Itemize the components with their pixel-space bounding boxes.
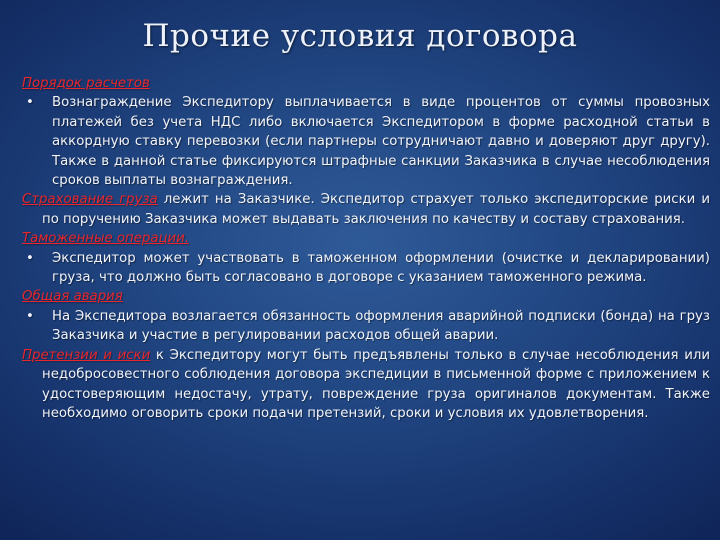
payment-bullet xyxy=(22,93,710,190)
claims-paragraph xyxy=(22,346,710,424)
slide-content xyxy=(22,74,710,423)
bullet-icon: • xyxy=(26,250,34,266)
insurance-heading: Страхование груза xyxy=(22,192,158,208)
customs-heading-line xyxy=(22,229,710,248)
average-heading-line xyxy=(22,287,710,306)
payment-heading: Порядок расчетов xyxy=(22,76,150,91)
bullet-icon: • xyxy=(26,308,34,324)
payment-heading-line xyxy=(22,74,710,93)
insurance-paragraph xyxy=(22,190,710,229)
bullet-icon: • xyxy=(26,95,34,111)
average-heading: Общая авария xyxy=(22,289,123,305)
claims-text: к Экспедитору могут быть предъявлены только в случае несоблюдения или недобросовестного соблюдения договора экспедиции в письменной форме с приложением к удостоверяющим недостачу, утрату, повреждение груза оригиналов документам. Также необходимо оговорить сроки подачи претензий, сроки и условия их удовлетворения. xyxy=(42,347,710,421)
insurance-text: лежит на Заказчике. Экспедитор страхует только экспедиторские риски и по поручению Заказчика может выдавать заключения по качеству и составу страхования. xyxy=(42,192,710,227)
average-text: На Экспедитора возлагается обязанность оформления аварийной подписки (бонда) на груз Заказчика и участие в регулировании расходов общей аварии. xyxy=(52,308,710,344)
customs-bullet xyxy=(22,249,710,288)
payment-text: Вознаграждение Экспедитору выплачивается в виде процентов от суммы провозных платежей без учета НДС либо включается Экспедитором в форме расходной статьи в аккордную ставку перевозки (если партнеры сотрудничают давно и доверяют друг другу). Также в данной статье фиксируются штрафные санкции Заказчика в случае несоблюдения сроков выплаты вознаграждения. xyxy=(52,95,710,189)
slide-title: Прочие условия договора xyxy=(142,18,578,54)
claims-heading: Претензии и иски xyxy=(22,347,151,363)
average-bullet xyxy=(22,307,710,346)
customs-text: Экспедитор может участвовать в таможенном оформлении (очистке и декларировании) груза, что должно быть согласовано в договоре с указанием таможенного режима. xyxy=(52,250,710,286)
customs-heading: Таможенные операции. xyxy=(22,231,190,247)
